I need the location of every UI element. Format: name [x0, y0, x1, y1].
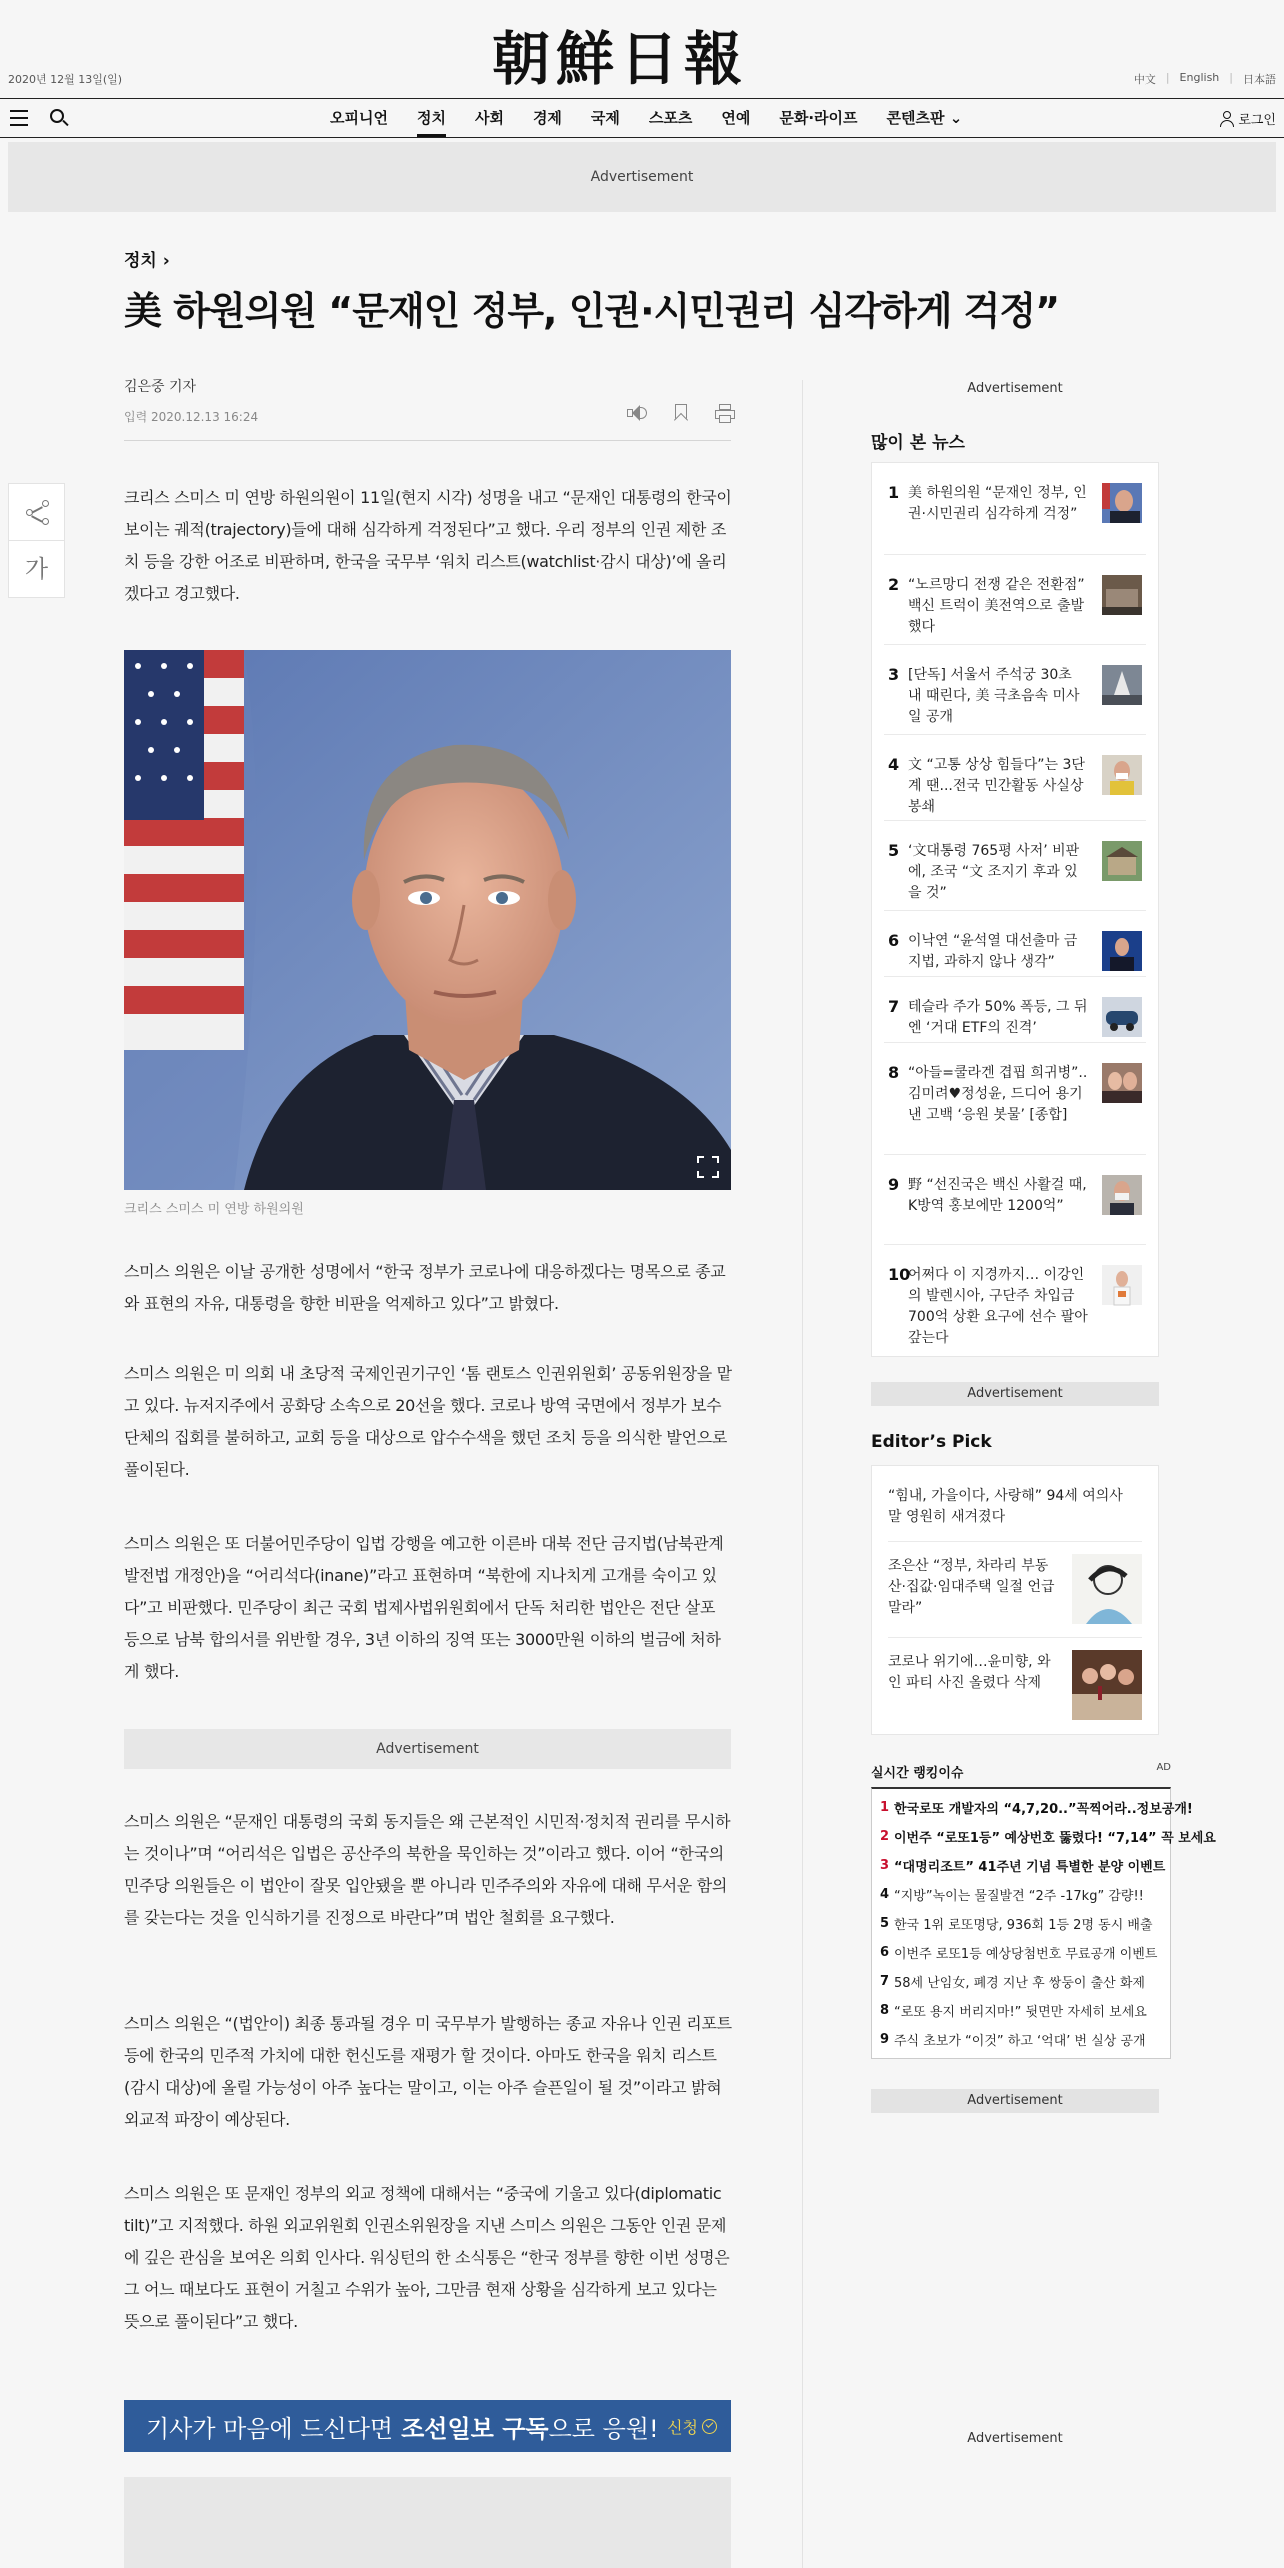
- edition-date: 2020년 12월 13일(일): [8, 73, 123, 86]
- ranking-link[interactable]: 한국로또 개발자의 “4,7,20..”꼭찍어라..정보공개!: [894, 1802, 1193, 1817]
- login-label: 로그인: [1238, 113, 1276, 128]
- news-thumbnail[interactable]: [1102, 931, 1142, 971]
- list-item[interactable]: [884, 1043, 1146, 1155]
- headline-link[interactable]: 테슬라 주가 50% 폭등, 그 뒤엔 ‘거대 ETF의 진격’: [908, 999, 1088, 1036]
- ranking-link[interactable]: 한국 1위 로또명당, 936회 1등 2명 동시 배출: [894, 1918, 1153, 1933]
- floating-tools: [8, 483, 65, 598]
- news-thumbnail[interactable]: [1102, 997, 1142, 1037]
- rank-number: 4: [880, 1887, 890, 1902]
- popular-news-title: 많이 본 뉴스: [871, 433, 965, 453]
- chevron-right-icon: ›: [162, 251, 170, 271]
- article-paragraph: 스미스 의원은 또 더불어민주당이 입법 강행을 예고한 이른바 대북 전단 금지법(남북관계발전법 개정안)을 “어리석다(inane)”라고 표현하며 “북한에 지나치게 고개를 숙이고 있다”고 비판했다. 민주당이 최근 국회 법제사법위원회에서 단독 처리한 법안은 전단 살포 등으로 남북 합의서를 위반할 경우, 3년 이하의 징역 또는 3000만원 이하의 벌금에 처하게 했다.: [124, 1534, 724, 1681]
- chevron-down-icon: ⌄: [949, 109, 963, 127]
- subscribe-lead: 기사가 마음에 드신다면: [146, 2414, 394, 2443]
- ranking-link[interactable]: 이번주 로또1등 예상당첨번호 무료공개 이벤트: [894, 1947, 1158, 1962]
- rank-number: 8: [888, 1063, 900, 1082]
- ranking-link[interactable]: 58세 난임女, 폐경 지난 후 쌍둥이 출산 화제: [894, 1976, 1145, 1991]
- ranking-row[interactable]: [880, 1938, 1162, 1967]
- share-icon[interactable]: [9, 484, 64, 541]
- author-byline[interactable]: 김은중 기자: [124, 379, 197, 395]
- news-thumbnail[interactable]: [1102, 755, 1142, 795]
- ad-tag: AD: [1156, 1762, 1171, 1773]
- article-paragraph: 스미스 의원은 “(법안이) 최종 통과될 경우 미 국무부가 발행하는 종교 자유나 인권 리포트 등에 한국의 민주적 가치에 대한 헌신도를 재평가 할 것이다. 아마도 한국을 워치 리스트(감시 대상)에 올릴 가능성이 아주 높다는 말이고, 이는 아주 슬픈일이 될 것”이라고 밝혀 외교적 파장이 예상된다.: [124, 2014, 732, 2129]
- login-button[interactable]: [1220, 109, 1276, 128]
- subscribe-banner[interactable]: [124, 2400, 731, 2452]
- nav-item-entertainment[interactable]: 연예: [721, 109, 751, 127]
- nav-item-opinion[interactable]: 오피니언: [330, 109, 388, 127]
- divider: |: [1229, 71, 1233, 84]
- ranking-row[interactable]: [880, 1967, 1162, 1996]
- rank-number: 2: [888, 575, 900, 594]
- rank-number: 5: [880, 1916, 890, 1931]
- check-circle-icon: [702, 2419, 717, 2434]
- sidebar-advertisement[interactable]: Advertisement: [871, 1382, 1159, 1406]
- live-ranking-list: [871, 1787, 1216, 2059]
- headline-link[interactable]: “아들=쿨라겐 겹핍 희귀병”..김미려♥정성윤, 드디어 용기낸 고백 ‘응원 봇물’ [종합]: [908, 1065, 1088, 1123]
- headline-link[interactable]: 코로나 위기에…윤미향, 와인 파티 사진 올렸다 삭제: [888, 1654, 1051, 1691]
- publish-date: 입력 2020.12.13 16:24: [124, 410, 259, 424]
- ranking-row[interactable]: [880, 1822, 1216, 1851]
- masthead: [0, 0, 1284, 95]
- subscribe-tail: 으로 응원!: [548, 2414, 659, 2443]
- rank-number: 9: [888, 1175, 900, 1194]
- headline-link[interactable]: ‘文대통령 765평 사저’ 비판에, 조국 “文 조지기 후과 있을 것”: [908, 843, 1080, 901]
- photo-caption: 크리스 스미스 미 연방 하원의원: [124, 1202, 304, 1217]
- subscribe-apply-label: 신청: [667, 2418, 698, 2437]
- list-item[interactable]: [888, 1638, 1142, 1734]
- headline-link[interactable]: 이낙연 “윤석열 대선출마 금지법, 과하지 않나 생각”: [908, 933, 1078, 970]
- headline-link[interactable]: 文 “고통 상상 힘들다”는 3단계 땐...전국 민간활동 사실상 봉쇄: [908, 757, 1085, 815]
- search-icon[interactable]: [50, 109, 68, 127]
- print-icon[interactable]: [714, 402, 736, 424]
- inline-advertisement[interactable]: Advertisement: [124, 1729, 731, 1769]
- bottom-placeholder: [124, 2477, 731, 2568]
- live-ranking-title: 실시간 랭킹이슈: [871, 1766, 964, 1781]
- divider: |: [1165, 71, 1170, 84]
- portrait-image: [124, 650, 731, 1190]
- headline-link[interactable]: 어쩌다 이 지경까지… 이강인의 발렌시아, 구단주 차입금 700억 상환 요구에 선수 팔아 갚는다: [908, 1267, 1088, 1346]
- headline-link[interactable]: 美 하원의원 “문재인 정부, 인권·시민권리 심각하게 걱정”: [908, 485, 1087, 522]
- article-paragraph: 크리스 스미스 미 연방 하원의원이 11일(현지 시각) 성명을 내고 “문재인 대통령의 한국이 보이는 궤적(trajectory)들에 대해 심각하게 걱정된다”고 했다. 우리 정부의 인권 제한 조치 등을 강한 어조로 비판하며, 한국을 국무부 ‘워치 리스트(watchlist·감시 대상)’에 올리겠다고 경고했다.: [124, 488, 732, 603]
- news-thumbnail[interactable]: [1102, 1265, 1142, 1305]
- headline-link[interactable]: 조은산 “정부, 차라리 부동산·집값·임대주택 일절 언급 말라”: [888, 1558, 1055, 1616]
- ranking-link[interactable]: “로또 용지 버리지마!” 뒷면만 자세히 보세요: [894, 2005, 1147, 2020]
- nav-item-sports[interactable]: 스포츠: [648, 109, 693, 127]
- user-icon: [1220, 111, 1234, 127]
- list-item[interactable]: [888, 1466, 1142, 1542]
- popular-news-list: [871, 462, 1159, 1357]
- rank-number: 9: [880, 2032, 890, 2047]
- rank-number: 4: [888, 755, 900, 774]
- list-item[interactable]: [884, 555, 1146, 645]
- sidebar-advertisement[interactable]: Advertisement: [967, 2431, 1063, 2446]
- nav-item-culture[interactable]: 문화·라이프: [779, 109, 858, 127]
- news-thumbnail[interactable]: [1102, 665, 1142, 705]
- nav-sections: [330, 99, 991, 137]
- ranking-link[interactable]: 주식 초보가 “이것” 하고 ‘억대’ 번 실상 공개: [894, 2034, 1146, 2049]
- subscribe-bold: 조선일보 구독: [401, 2414, 549, 2443]
- rank-number: 3: [888, 665, 900, 684]
- rank-number: 7: [880, 1974, 890, 1989]
- speaker-icon[interactable]: [626, 402, 648, 424]
- nav-item-contents[interactable]: [887, 99, 963, 137]
- nav-item-contents-label: 콘텐츠판: [886, 109, 945, 127]
- list-item[interactable]: [884, 1155, 1146, 1245]
- list-item[interactable]: [888, 1542, 1142, 1638]
- column-divider: [802, 380, 803, 2568]
- article-paragraph: 스미스 의원은 또 문재인 정부의 외교 정책에 대해서는 “중국에 기울고 있다(diplomatic tilt)”고 지적했다. 하원 외교위원회 인권소위원장을 지낸 스미스 의원은 그동안 인권 문제에 깊은 관심을 보여온 의회 인사다. 워싱턴의 한 소식통은 “한국 정부를 향한 이번 성명은 그 어느 때보다도 표현이 거칠고 수위가 높아, 그만큼 현재 상황을 심각하게 보고 있다는 뜻으로 풀이된다”고 했다.: [124, 2184, 730, 2331]
- lang-japanese[interactable]: 日本語: [1243, 73, 1276, 86]
- ranking-link[interactable]: “대명리조트” 41주년 기념 특별한 분양 이벤트: [894, 1860, 1166, 1875]
- list-item[interactable]: [884, 977, 1146, 1043]
- list-item[interactable]: [884, 821, 1146, 911]
- news-thumbnail[interactable]: [1102, 1063, 1142, 1103]
- ranking-link[interactable]: 이번주 “로또1등” 예상번호 뚫렸다! “7,14” 꼭 보세요: [894, 1831, 1216, 1846]
- ranking-link[interactable]: “지방”녹이는 물질발견 “2주 -17kg” 감량!!: [894, 1889, 1144, 1904]
- font-size-button[interactable]: 가: [24, 555, 49, 583]
- list-item[interactable]: [884, 735, 1146, 821]
- nav-item-society[interactable]: 사회: [474, 109, 504, 127]
- list-item[interactable]: [884, 645, 1146, 735]
- sidebar-advertisement[interactable]: Advertisement: [967, 381, 1063, 396]
- ranking-row[interactable]: [880, 1793, 1193, 1822]
- rank-number: 6: [888, 931, 900, 950]
- section-breadcrumb[interactable]: [124, 246, 170, 271]
- nav-item-politics[interactable]: 정치: [417, 99, 446, 137]
- article-tools: [626, 402, 736, 424]
- bookmark-icon[interactable]: [670, 402, 692, 424]
- nav-item-economy[interactable]: 경제: [532, 109, 562, 127]
- headline-link[interactable]: “노르망디 전쟁 같은 전환점” 백신 트럭이 美전역으로 출발했다: [908, 577, 1085, 635]
- ranking-row[interactable]: [880, 1851, 1166, 1880]
- ranking-row[interactable]: [880, 1909, 1162, 1938]
- rank-number: 1: [880, 1800, 890, 1815]
- headline-link[interactable]: “힘내, 가을이다, 사랑해” 94세 여의사 말 영원히 새겨졌다: [888, 1488, 1123, 1525]
- hamburger-menu-icon[interactable]: [10, 110, 28, 126]
- headline-link[interactable]: [단독] 서울서 주석궁 30초 내 때린다, 美 극초음속 미사일 공개: [908, 667, 1080, 725]
- main-nav: [0, 98, 1284, 138]
- top-advertisement[interactable]: Advertisement: [8, 142, 1276, 212]
- news-thumbnail[interactable]: [1102, 575, 1142, 615]
- nav-item-international[interactable]: 국제: [590, 109, 620, 127]
- article-paragraph: 스미스 의원은 이날 공개한 성명에서 “한국 정부가 코로나에 대응하겠다는 명목으로 종교와 표현의 자유, 대통령을 향한 비판을 억제하고 있다”고 밝혔다.: [124, 1262, 726, 1313]
- rank-number: 3: [880, 1858, 890, 1873]
- rank-number: 2: [880, 1829, 890, 1844]
- news-thumbnail[interactable]: [1102, 483, 1142, 523]
- ranking-row[interactable]: [880, 1996, 1162, 2025]
- article-photo[interactable]: [124, 650, 731, 1190]
- news-thumbnail[interactable]: [1072, 1554, 1142, 1624]
- rank-number: 6: [880, 1945, 890, 1960]
- language-links: [1134, 71, 1276, 87]
- expand-icon[interactable]: [697, 1156, 719, 1178]
- list-item[interactable]: [884, 463, 1146, 555]
- list-item[interactable]: [884, 1245, 1146, 1355]
- article-paragraph: 스미스 의원은 미 의회 내 초당적 국제인권기구인 ‘톰 랜토스 인권위원회’ 공동위원장을 맡고 있다. 뉴저지주에서 공화당 소속으로 20선을 했다. 코로나 방역 국면에서 정부가 보수 단체의 집회를 불허하고, 교회 등을 대상으로 압수수색을 했던 조치 등을 의식한 발언으로 풀이된다.: [124, 1364, 732, 1479]
- rank-number: 1: [888, 483, 900, 502]
- headline-link[interactable]: 野 “선진국은 백신 사활걸 때, K방역 홍보에만 1200억”: [908, 1177, 1087, 1214]
- rank-number: 10: [888, 1265, 911, 1284]
- ranking-row[interactable]: [880, 2025, 1162, 2054]
- rank-number: 7: [888, 997, 900, 1016]
- rank-number: 5: [888, 841, 900, 860]
- editors-pick-title: Editor’s Pick: [871, 1432, 992, 1452]
- sidebar-advertisement[interactable]: Advertisement: [871, 2089, 1159, 2113]
- divider: [124, 440, 731, 441]
- list-item[interactable]: [884, 911, 1146, 977]
- news-thumbnail[interactable]: [1102, 841, 1142, 881]
- news-thumbnail[interactable]: [1072, 1650, 1142, 1720]
- lang-chinese[interactable]: 中文: [1133, 73, 1156, 86]
- subscribe-apply-button[interactable]: [667, 2415, 717, 2438]
- chosun-logo[interactable]: 朝鮮日報: [492, 25, 749, 93]
- section-label: 정치: [124, 251, 157, 271]
- lang-english[interactable]: English: [1179, 71, 1220, 84]
- news-thumbnail[interactable]: [1102, 1175, 1142, 1215]
- article-paragraph: 스미스 의원은 “문재인 대통령의 국회 동지들은 왜 근본적인 시민적·정치적 권리를 무시하는 것이나”며 “어리석은 입법은 공산주의 북한을 묵인하는 것”이라고 했다. 이어 “한국의 민주당 의원들은 이 법안이 잘못 입안됐을 뿐 아니라 민주주의와 자유에 대해 무서운 함의를 갖는다는 것을 인식하기를 진정으로 바란다”며 법안 철회를 요구했다.: [124, 1812, 731, 1927]
- ranking-row[interactable]: [880, 1880, 1162, 1909]
- live-ranking-header: [871, 1762, 1171, 1781]
- rank-number: 8: [880, 2003, 890, 2018]
- editors-pick-list: [871, 1465, 1159, 1735]
- article-headline: 美 하원의원 “문재인 정부, 인권·시민권리 심각하게 걱정”: [124, 289, 1060, 333]
